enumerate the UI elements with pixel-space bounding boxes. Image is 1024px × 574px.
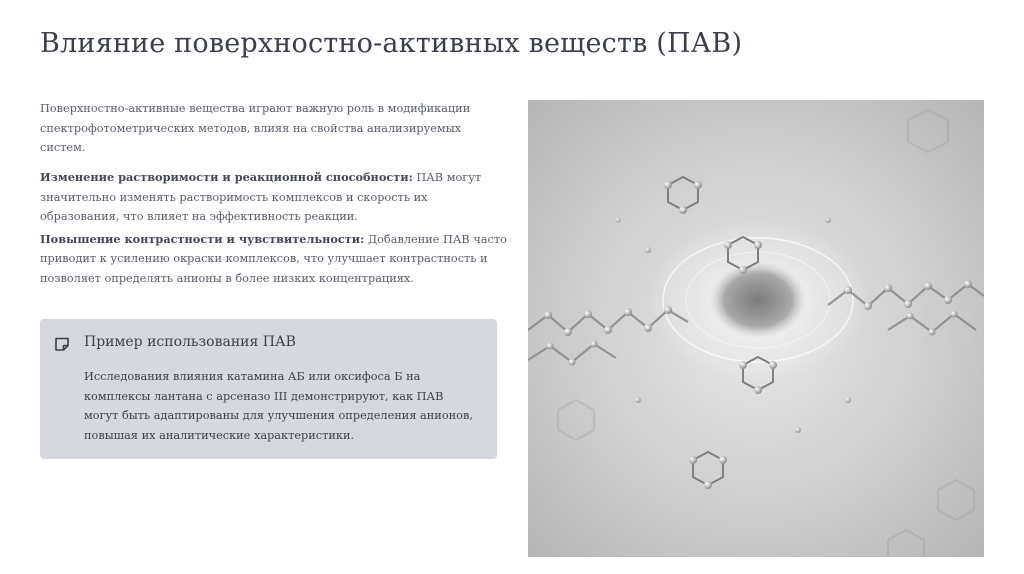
callout-text: Исследования влияния катамина АБ или оксифоса Б на комплексы лантана с арсеназо III демонстрируют, как ПАВ могут быть адаптированы для улучшения определения анионов, повышая их аналитические характеристики. — [84, 370, 473, 442]
point-contrast — [40, 230, 510, 289]
point-text: ПАВ могут значительно изменять растворимость комплексов и скорость их образования, что влияет на эффективность реакции. — [40, 171, 482, 224]
point-solubility — [40, 168, 510, 227]
intro-paragraph: Поверхностно-активные вещества играют важную роль в модификации спектрофотометрических методов, влияя на свойства анализируемых систем. — [40, 102, 471, 154]
molecule-illustration — [528, 100, 984, 557]
note-icon — [54, 336, 70, 352]
example-callout — [40, 319, 497, 459]
molecule-image — [528, 100, 984, 557]
point-heading: Повышение контрастности и чувствительности: — [40, 231, 365, 246]
point-heading: Изменение растворимости и реакционной способности: — [40, 170, 413, 184]
callout-title: Пример использования ПАВ — [84, 334, 296, 350]
page-title: Влияние поверхностно-активных веществ (ПАВ) — [40, 28, 743, 59]
key-points — [40, 168, 510, 292]
point-text: Добавление ПАВ часто приводит к усилению окраски комплексов, что улучшает контрастность и позволяет определять анионы в более низких концентрациях. — [40, 232, 507, 285]
